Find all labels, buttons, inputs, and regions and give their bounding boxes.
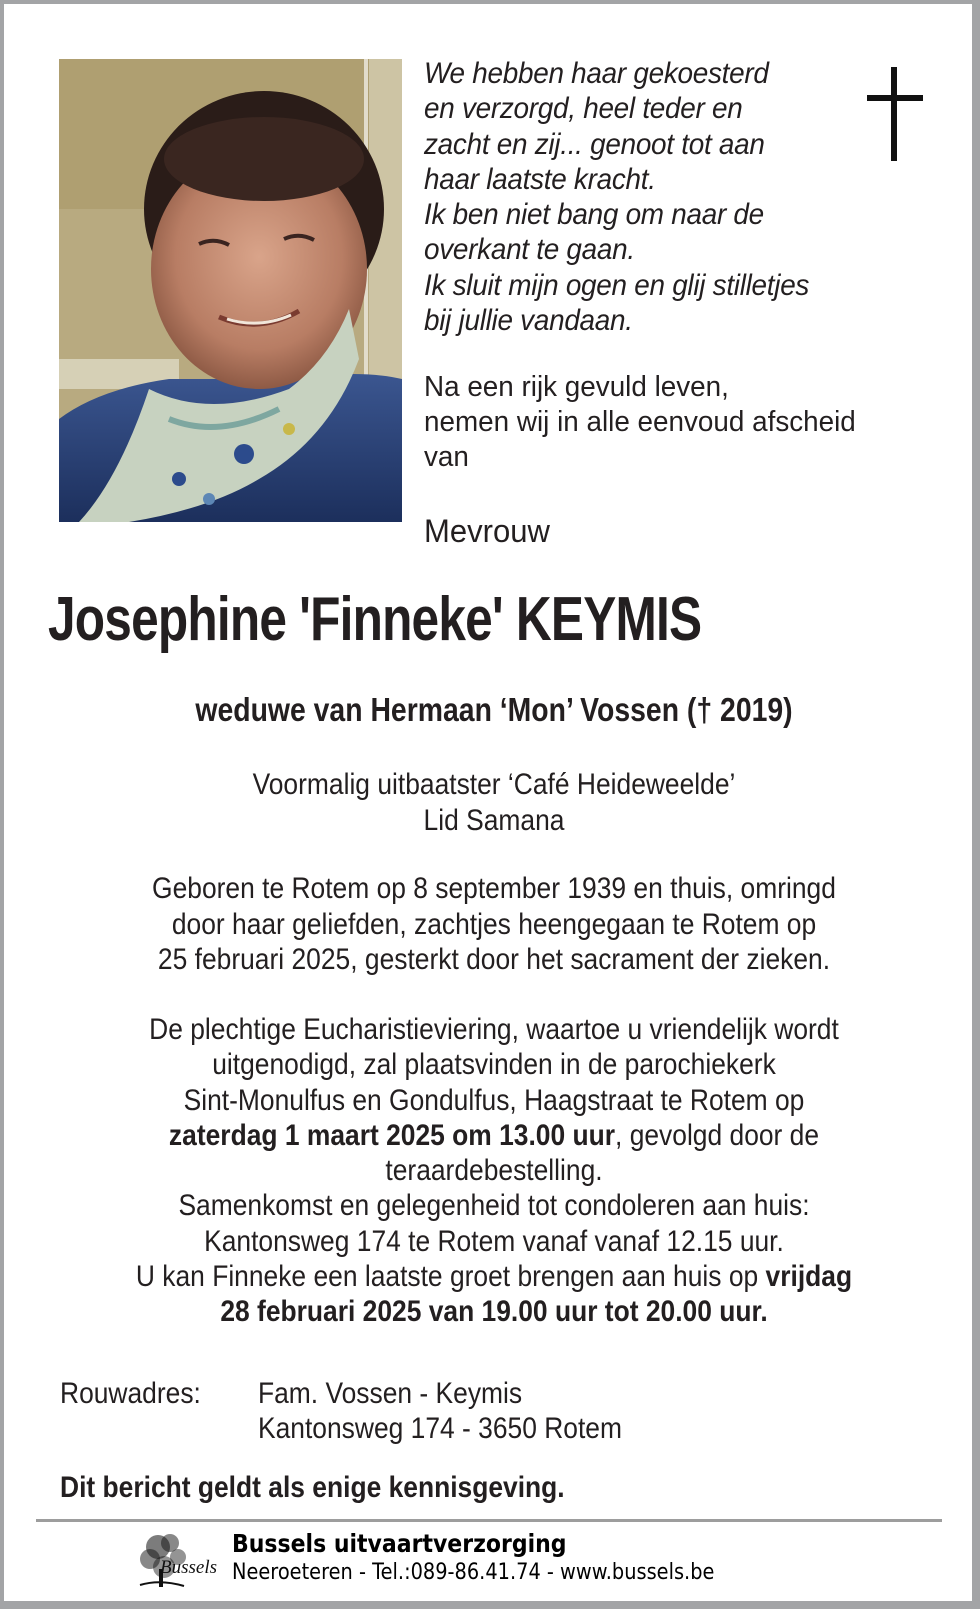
portrait-image xyxy=(59,59,402,522)
service-line: zaterdag 1 maart 2025 om 13.00 uur, gevolgd door de xyxy=(168,1118,820,1152)
service-details xyxy=(98,1012,890,1330)
intro-text xyxy=(424,370,856,475)
poem-line: Ik ben niet bang om naar de xyxy=(424,198,764,232)
company-contact: Neeroeteren - Tel.:089-86.41.74 - www.bussels.be xyxy=(232,1560,715,1585)
condolence-line: Samenkomst en gelegenheid tot condoleren aan huis: xyxy=(178,1189,810,1223)
title-prefix: Mevrouw xyxy=(424,513,550,549)
portrait-photo xyxy=(59,59,402,522)
deceased-name: Josephine 'Finneke' KEYMIS xyxy=(48,585,702,654)
service-line: teraardebestelling. xyxy=(385,1154,603,1188)
intro-line: van xyxy=(424,441,469,473)
notice-text: Dit bericht geldt als enige kennisgeving. xyxy=(60,1471,565,1504)
address-line: Kantonsweg 174 - 3650 Rotem xyxy=(258,1412,622,1446)
footer xyxy=(130,1529,780,1593)
poem-line: zacht en zij... genoot tot aan xyxy=(424,127,765,161)
poem-line: Ik sluit mijn ogen en glij stilletjes xyxy=(424,268,810,302)
cross-icon xyxy=(867,64,923,160)
visitation-line: U kan Finneke een laatste groet brengen aan huis op vrijdag xyxy=(135,1260,853,1294)
obituary-page xyxy=(4,4,972,1601)
role-line: Voormalig uitbaatster ‘Café Heideweelde’ xyxy=(252,768,736,801)
address-line: Fam. Vossen - Keymis xyxy=(258,1377,523,1410)
role-line: Lid Samana xyxy=(423,803,565,837)
poem xyxy=(424,56,809,338)
svg-text:Bussels: Bussels xyxy=(160,1557,217,1578)
bussels-logo xyxy=(130,1529,226,1593)
service-datetime: zaterdag 1 maart 2025 om 13.00 uur xyxy=(168,1118,616,1152)
poem-line: overkant te gaan. xyxy=(424,233,635,267)
company-name: Bussels uitvaartverzorging xyxy=(232,1529,567,1558)
mourning-address xyxy=(60,1376,622,1447)
widow-line: weduwe van Hermaan ‘Mon’ Vossen († 2019) xyxy=(195,691,793,728)
roles xyxy=(98,767,890,838)
footer-divider xyxy=(36,1519,942,1522)
visitation-datetime: 28 februari 2025 van 19.00 uur tot 20.00 uur. xyxy=(220,1295,768,1329)
birth-line: Geboren te Rotem op 8 september 1939 en thuis, omringd xyxy=(152,872,836,905)
condolence-line: Kantonsweg 174 te Rotem vanaf vanaf 12.15 uur. xyxy=(204,1224,784,1258)
service-line: Sint-Monulfus en Gondulfus, Haagstraat te Rotem op xyxy=(183,1083,805,1117)
poem-line: We hebben haar gekoesterd xyxy=(424,57,769,90)
address-label: Rouwadres: xyxy=(60,1377,201,1410)
service-line: De plechtige Eucharistieviering, waartoe u vriendelijk wordt xyxy=(149,1013,839,1046)
intro-line: Na een rijk gevuld leven, xyxy=(424,371,729,403)
poem-line: en verzorgd, heel teder en xyxy=(424,92,743,126)
visitation-line xyxy=(98,1294,890,1329)
poem-line: bij jullie vandaan. xyxy=(424,304,633,338)
birth-line: door haar geliefden, zachtjes heengegaan te Rotem op xyxy=(171,907,817,941)
poem-line: haar laatste kracht. xyxy=(424,162,656,196)
footer-text xyxy=(232,1529,714,1587)
service-line: uitgenodigd, zal plaatsvinden in de parochiekerk xyxy=(212,1048,776,1082)
intro-line: nemen wij in alle eenvoud afscheid xyxy=(424,406,856,438)
birth-line: 25 februari 2025, gesterkt door het sacrament der zieken. xyxy=(157,943,831,976)
birth-death-text xyxy=(98,871,890,978)
